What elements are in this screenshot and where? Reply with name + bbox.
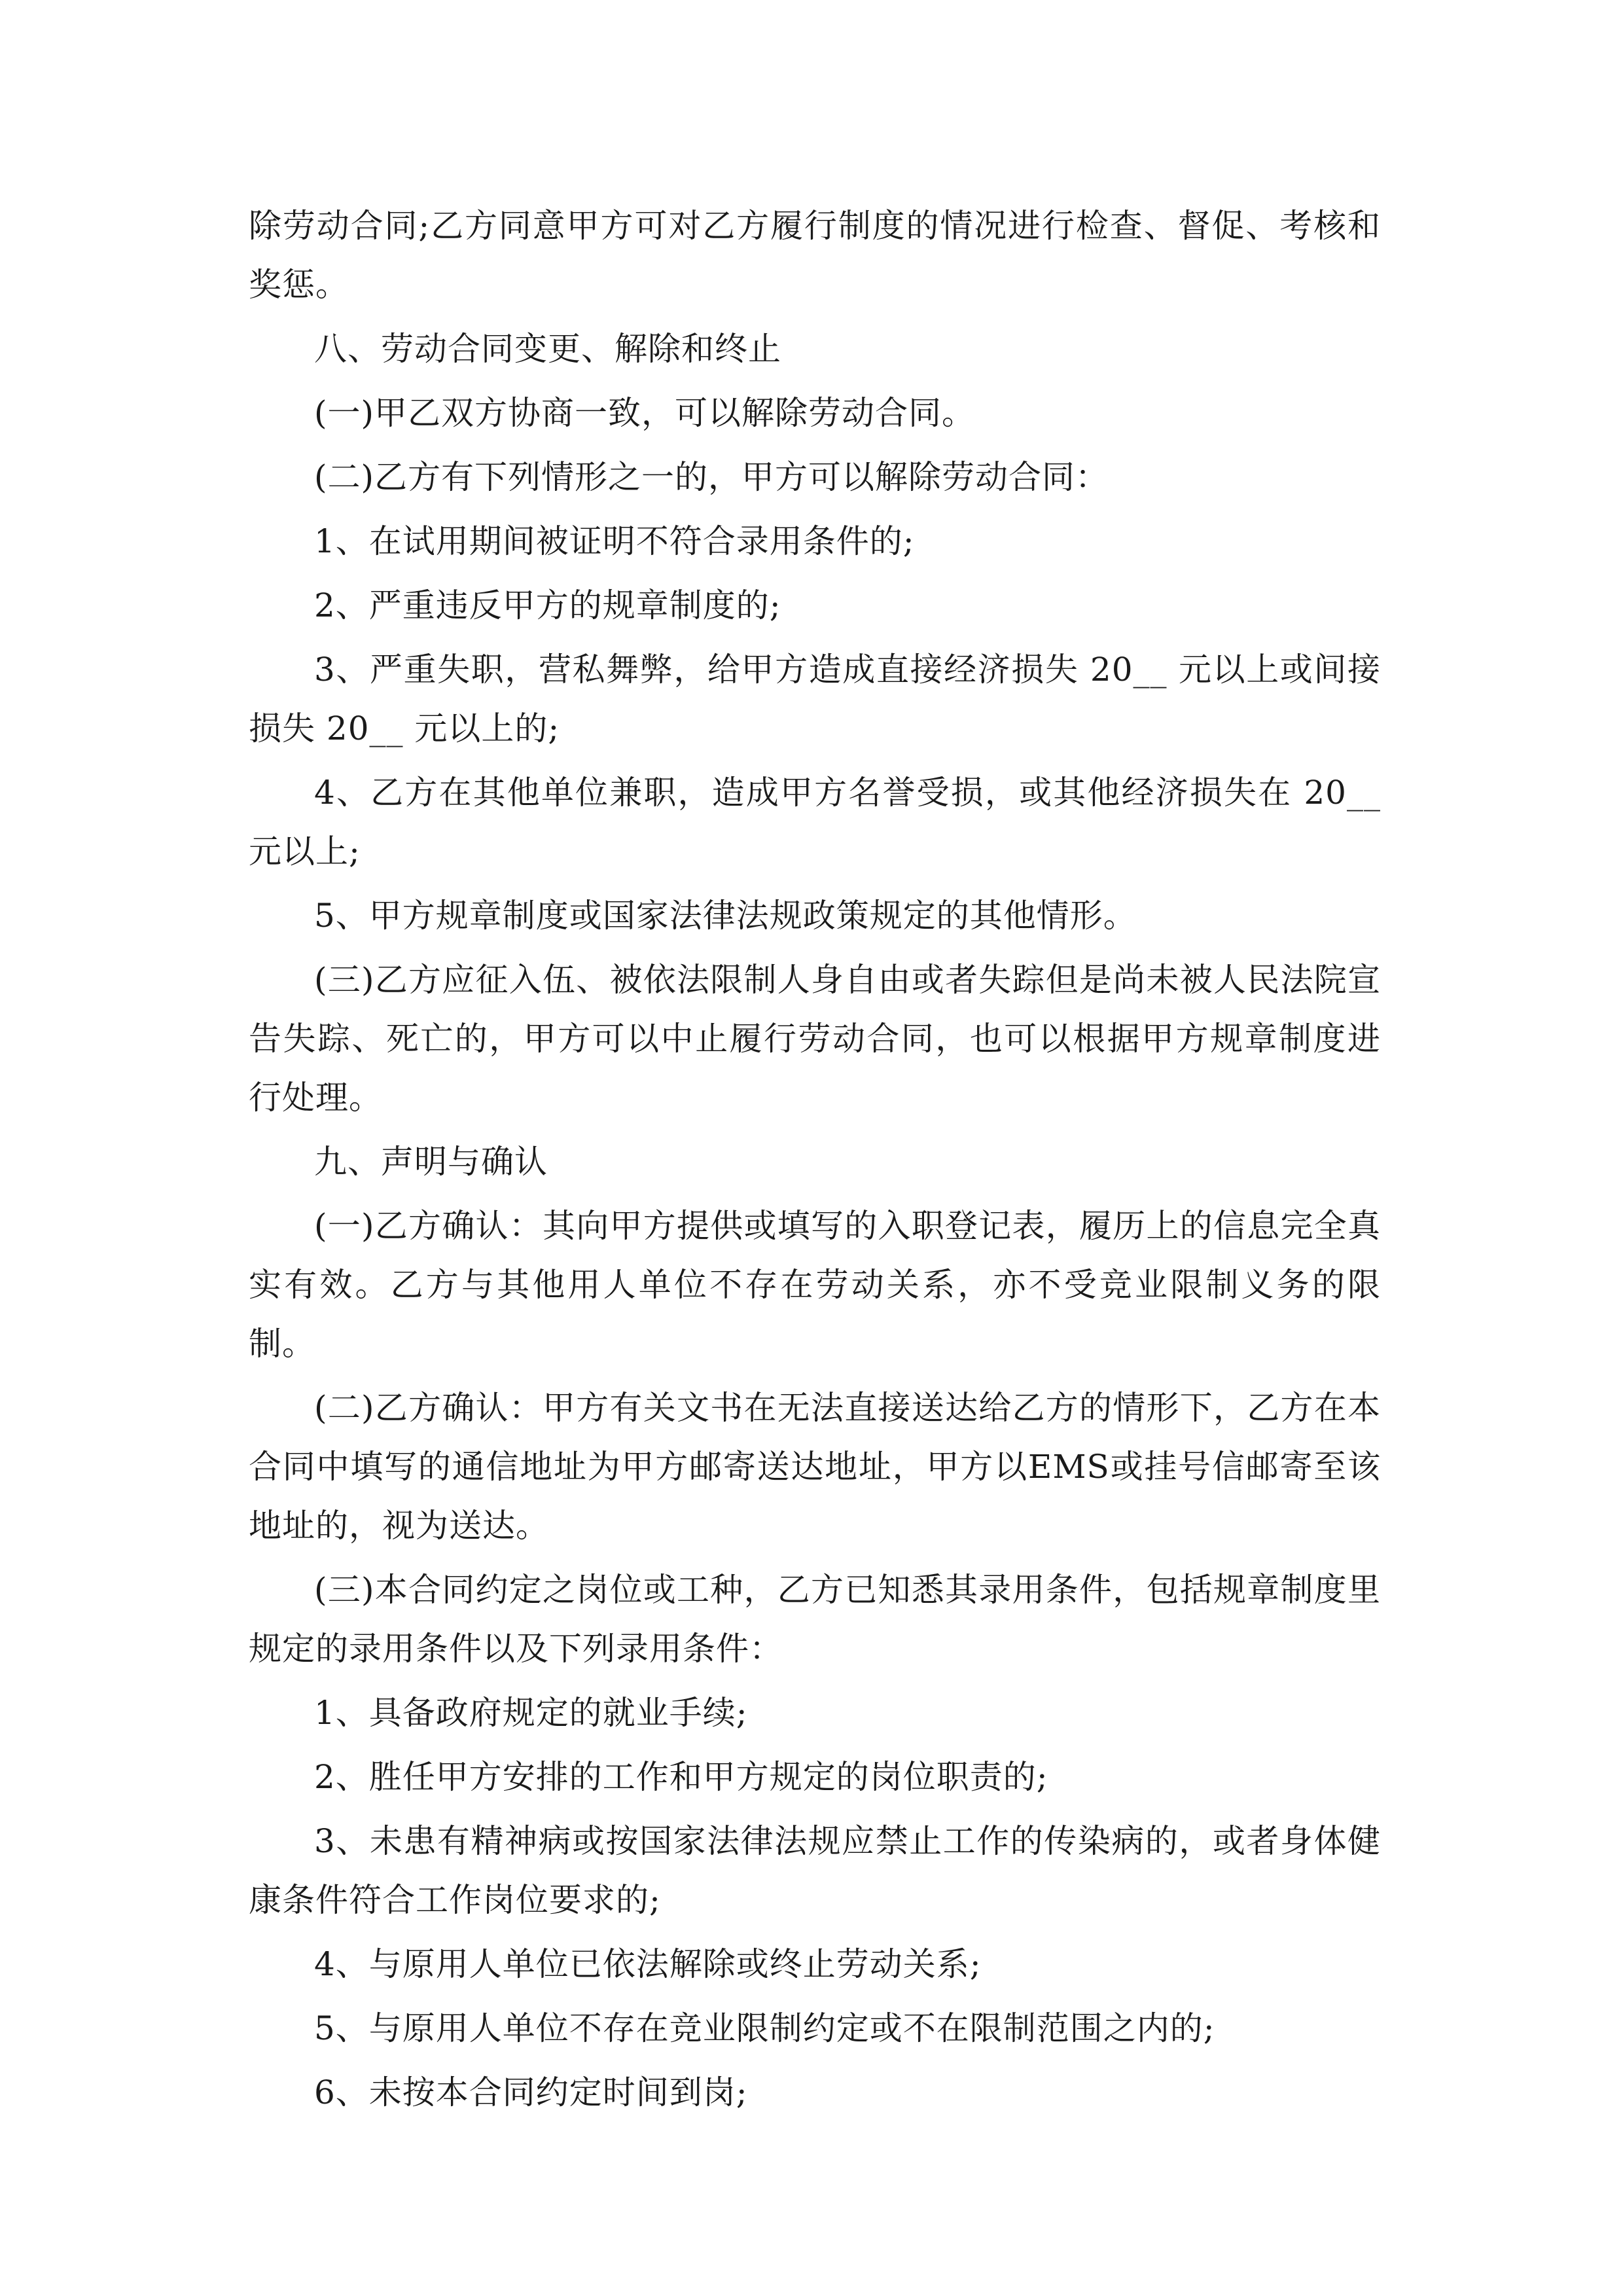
clause-8-1: (一)甲乙双方协商一致，可以解除劳动合同。 xyxy=(314,394,976,432)
list-item-9-3-2: 2、胜任甲方安排的工作和甲方规定的岗位职责的; xyxy=(314,1758,1048,1796)
list-item-9-3-6: 6、未按本合同约定时间到岗; xyxy=(314,2073,748,2111)
clause-8-2: (二)乙方有下列情形之一的，甲方可以解除劳动合同： xyxy=(314,458,1109,496)
clause-9-3: (三)本合同约定之岗位或工种，乙方已知悉其录用条件，包括规章制度里规定的录用条件以及下列录用条件： xyxy=(249,1571,1381,1668)
list-item-9-3-1: 1、具备政府规定的就业手续; xyxy=(314,1694,748,1732)
list-item-9-3-3: 3、未患有精神病或按国家法律法规应禁止工作的传染病的，或者身体健康条件符合工作岗位要求的; xyxy=(249,1822,1381,1919)
clause-9-2: (二)乙方确认：甲方有关文书在无法直接送达给乙方的情形下，乙方在本合同中填写的通信地址为甲方邮寄送达地址，甲方以EMS或挂号信邮寄至该地址的，视为送达。 xyxy=(249,1389,1381,1545)
section-heading-nine: 九、声明与确认 xyxy=(314,1143,548,1181)
document-body xyxy=(249,196,1381,2127)
list-item-9-3-4: 4、与原用人单位已依法解除或终止劳动关系; xyxy=(314,1945,982,1983)
list-item-8-2-4: 4、乙方在其他单位兼职，造成甲方名誉受损，或其他经济损失在 20__ 元以上; xyxy=(249,774,1381,870)
list-item-8-2-3: 3、严重失职，营私舞弊，给甲方造成直接经济损失 20__ 元以上或间接损失 20__ 元以上的; xyxy=(249,651,1381,747)
section-heading-eight: 八、劳动合同变更、解除和终止 xyxy=(314,330,781,368)
clause-8-3: (三)乙方应征入伍、被依法限制人身自由或者失踪但是尚未被人民法院宣告失踪、死亡的，甲方可以中止履行劳动合同，也可以根据甲方规章制度进行处理。 xyxy=(249,961,1381,1117)
paragraph-continuation: 除劳动合同;乙方同意甲方可对乙方履行制度的情况进行检查、督促、考核和奖惩。 xyxy=(249,207,1381,304)
list-item-8-2-1: 1、在试用期间被证明不符合录用条件的; xyxy=(314,522,915,560)
list-item-8-2-2: 2、严重违反甲方的规章制度的; xyxy=(314,586,781,624)
list-item-9-3-5: 5、与原用人单位不存在竞业限制约定或不在限制范围之内的; xyxy=(314,2009,1215,2047)
list-item-8-2-5: 5、甲方规章制度或国家法律法规政策规定的其他情形。 xyxy=(314,897,1137,935)
clause-9-1: (一)乙方确认：其向甲方提供或填写的入职登记表，履历上的信息完全真实有效。乙方与其他用人单位不存在劳动关系，亦不受竞业限制义务的限制。 xyxy=(249,1207,1381,1363)
